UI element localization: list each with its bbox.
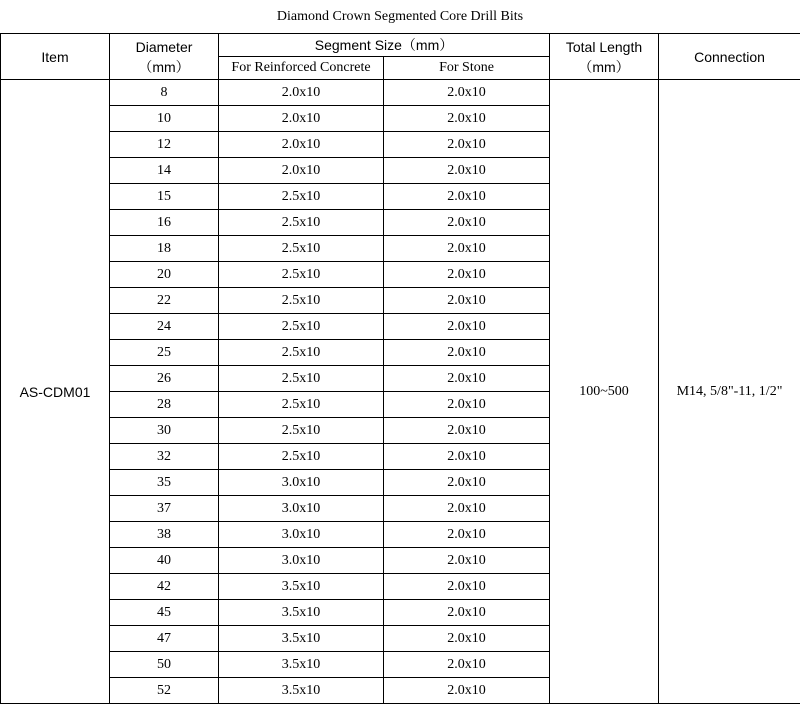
diameter-cell: 47 bbox=[110, 626, 219, 652]
stone-segment-cell: 2.0x10 bbox=[384, 600, 550, 626]
diameter-cell: 30 bbox=[110, 418, 219, 444]
header-row-top bbox=[1, 34, 800, 57]
diameter-cell: 26 bbox=[110, 366, 219, 392]
diameter-cell: 10 bbox=[110, 106, 219, 132]
concrete-segment-cell: 3.0x10 bbox=[219, 470, 384, 496]
diameter-cell: 38 bbox=[110, 522, 219, 548]
stone-segment-cell: 2.0x10 bbox=[384, 678, 550, 704]
header-item: Item bbox=[1, 34, 110, 80]
diameter-cell: 42 bbox=[110, 574, 219, 600]
concrete-segment-cell: 3.5x10 bbox=[219, 626, 384, 652]
stone-segment-cell: 2.0x10 bbox=[384, 626, 550, 652]
diameter-cell: 45 bbox=[110, 600, 219, 626]
concrete-segment-cell: 2.5x10 bbox=[219, 418, 384, 444]
header-diameter-unit: （mm） bbox=[138, 58, 190, 75]
diameter-cell: 18 bbox=[110, 236, 219, 262]
stone-segment-cell: 2.0x10 bbox=[384, 496, 550, 522]
header-diameter bbox=[110, 34, 219, 80]
stone-segment-cell: 2.0x10 bbox=[384, 288, 550, 314]
stone-segment-cell: 2.0x10 bbox=[384, 418, 550, 444]
stone-segment-cell: 2.0x10 bbox=[384, 366, 550, 392]
concrete-segment-cell: 2.0x10 bbox=[219, 106, 384, 132]
stone-segment-cell: 2.0x10 bbox=[384, 80, 550, 106]
concrete-segment-cell: 3.0x10 bbox=[219, 522, 384, 548]
concrete-segment-cell: 2.5x10 bbox=[219, 288, 384, 314]
concrete-segment-cell: 2.5x10 bbox=[219, 210, 384, 236]
concrete-segment-cell: 2.5x10 bbox=[219, 366, 384, 392]
header-connection: Connection bbox=[659, 34, 800, 80]
diameter-cell: 32 bbox=[110, 444, 219, 470]
table-title: Diamond Crown Segmented Core Drill Bits bbox=[276, 9, 524, 24]
header-total-length bbox=[550, 34, 659, 80]
stone-segment-cell: 2.0x10 bbox=[384, 548, 550, 574]
stone-segment-cell: 2.0x10 bbox=[384, 158, 550, 184]
stone-segment-cell: 2.0x10 bbox=[384, 132, 550, 158]
stone-segment-cell: 2.0x10 bbox=[384, 314, 550, 340]
concrete-segment-cell: 2.0x10 bbox=[219, 158, 384, 184]
diameter-cell: 35 bbox=[110, 470, 219, 496]
diameter-cell: 12 bbox=[110, 132, 219, 158]
diameter-cell: 37 bbox=[110, 496, 219, 522]
concrete-segment-cell: 2.5x10 bbox=[219, 340, 384, 366]
stone-segment-cell: 2.0x10 bbox=[384, 210, 550, 236]
stone-segment-cell: 2.0x10 bbox=[384, 340, 550, 366]
stone-segment-cell: 2.0x10 bbox=[384, 236, 550, 262]
header-total-length-unit: （mm） bbox=[578, 58, 630, 75]
header-total-length-label: Total Length bbox=[565, 38, 643, 55]
total-length-cell: 100~500 bbox=[550, 80, 659, 704]
concrete-segment-cell: 2.5x10 bbox=[219, 392, 384, 418]
concrete-segment-cell: 3.5x10 bbox=[219, 600, 384, 626]
connection-cell: M14, 5/8"-11, 1/2" bbox=[659, 80, 800, 704]
stone-segment-cell: 2.0x10 bbox=[384, 106, 550, 132]
diameter-cell: 40 bbox=[110, 548, 219, 574]
diameter-cell: 52 bbox=[110, 678, 219, 704]
diameter-cell: 15 bbox=[110, 184, 219, 210]
diameter-cell: 14 bbox=[110, 158, 219, 184]
diameter-cell: 50 bbox=[110, 652, 219, 678]
concrete-segment-cell: 2.0x10 bbox=[219, 132, 384, 158]
stone-segment-cell: 2.0x10 bbox=[384, 392, 550, 418]
concrete-segment-cell: 2.5x10 bbox=[219, 184, 384, 210]
stone-segment-cell: 2.0x10 bbox=[384, 262, 550, 288]
concrete-segment-cell: 2.5x10 bbox=[219, 236, 384, 262]
diameter-cell: 24 bbox=[110, 314, 219, 340]
concrete-segment-cell: 2.5x10 bbox=[219, 262, 384, 288]
stone-segment-cell: 2.0x10 bbox=[384, 522, 550, 548]
table-row bbox=[1, 80, 800, 106]
stone-segment-cell: 2.0x10 bbox=[384, 470, 550, 496]
concrete-segment-cell: 3.0x10 bbox=[219, 548, 384, 574]
spec-table-body bbox=[1, 34, 800, 704]
header-segment-size: Segment Size（mm） bbox=[219, 34, 550, 57]
concrete-segment-cell: 2.5x10 bbox=[219, 444, 384, 470]
header-diameter-label: Diameter bbox=[135, 38, 193, 55]
concrete-segment-cell: 3.5x10 bbox=[219, 652, 384, 678]
concrete-segment-cell: 3.5x10 bbox=[219, 574, 384, 600]
diameter-cell: 22 bbox=[110, 288, 219, 314]
concrete-segment-cell: 2.0x10 bbox=[219, 80, 384, 106]
stone-segment-cell: 2.0x10 bbox=[384, 574, 550, 600]
stone-segment-cell: 2.0x10 bbox=[384, 444, 550, 470]
header-reinforced-concrete: For Reinforced Concrete bbox=[219, 57, 384, 80]
header-stone: For Stone bbox=[384, 57, 550, 80]
diameter-cell: 25 bbox=[110, 340, 219, 366]
diameter-cell: 8 bbox=[110, 80, 219, 106]
concrete-segment-cell: 3.5x10 bbox=[219, 678, 384, 704]
diameter-cell: 28 bbox=[110, 392, 219, 418]
diameter-cell: 20 bbox=[110, 262, 219, 288]
item-cell: AS-CDM01 bbox=[1, 80, 110, 704]
concrete-segment-cell: 2.5x10 bbox=[219, 314, 384, 340]
stone-segment-cell: 2.0x10 bbox=[384, 652, 550, 678]
concrete-segment-cell: 3.0x10 bbox=[219, 496, 384, 522]
diameter-cell: 16 bbox=[110, 210, 219, 236]
stone-segment-cell: 2.0x10 bbox=[384, 184, 550, 210]
spec-table bbox=[0, 33, 800, 704]
